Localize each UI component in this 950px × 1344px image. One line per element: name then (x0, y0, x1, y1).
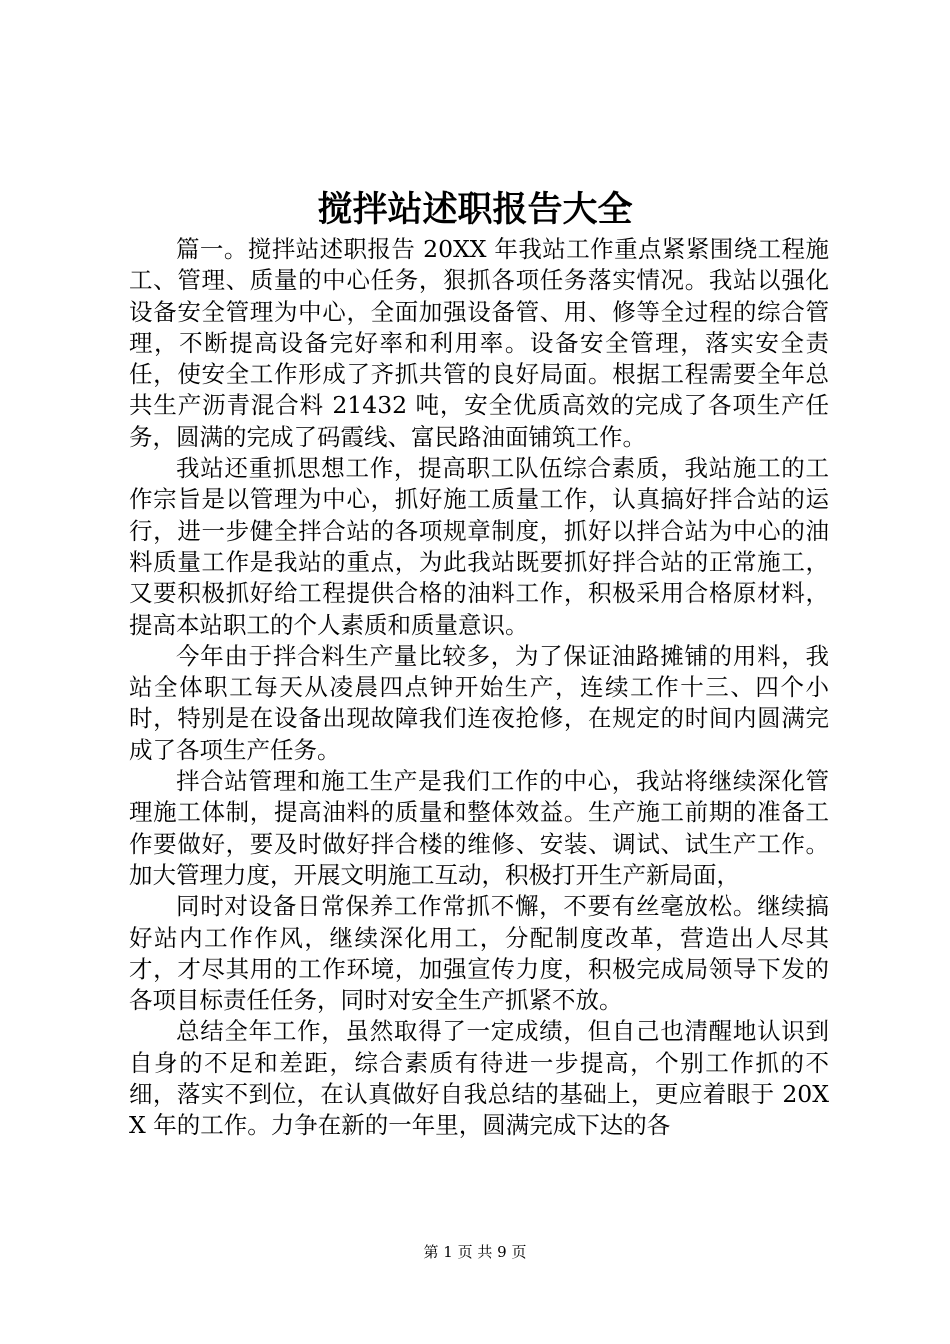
document-title: 搅拌站述职报告大全 (317, 189, 633, 230)
paragraph-3: 今年由于拌合料生产量比较多，为了保证油路摊铺的用料，我站全体职工每天从凌晨四点钟开始生产，连续工作十三、四个小时，特别是在设备出现故障我们连夜抢修，在规定的时间内圆满完成了各项生产任务。 (129, 641, 829, 764)
paragraph-1: 篇一。搅拌站述职报告 20XX 年我站工作重点紧紧围绕工程施工、管理、质量的中心任务，狠抓各项任务落实情况。我站以强化设备安全管理为中心，全面加强设备管、用、修等全过程的综合管理，不断提高设备完好率和利用率。设备安全管理，落实安全责任，使安全工作形成了齐抓共管的良好局面。根据工程需要全年总共生产沥青混合料 21432 吨，安全优质高效的完成了各项生产任务，圆满的完成了码霞线、富民路油面铺筑工作。 (129, 235, 829, 451)
document-body (129, 234, 829, 1142)
paragraph-2: 我站还重抓思想工作，提高职工队伍综合素质，我站施工的工作宗旨是以管理为中心，抓好施工质量工作，认真搞好拌合站的运行，进一步健全拌合站的各项规章制度，抓好以拌合站为中心的油料质量工作是我站的重点，为此我站既要抓好拌合站的正常施工，又要积极抓好给工程提供合格的油料工作，积极采用合格原材料，提高本站职工的个人素质和质量意识。 (129, 454, 829, 639)
paragraph-4: 拌合站管理和施工生产是我们工作的中心，我站将继续深化管理施工体制，提高油料的质量和整体效益。生产施工前期的准备工作要做好，要及时做好拌合楼的维修、安装、调试、试生产工作。加大管理力度，开展文明施工互动，积极打开生产新局面， (129, 767, 829, 889)
paragraph-6: 总结全年工作，虽然取得了一定成绩，但自己也清醒地认识到自身的不足和差距，综合素质有待进一步提高，个别工作抓的不细，落实不到位，在认真做好自我总结的基础上，更应着眼于 20XX 年的工作。力争在新的一年里，圆满完成下达的各 (129, 1017, 829, 1140)
paragraph-5: 同时对设备日常保养工作常抓不懈，不要有丝毫放松。继续搞好站内工作作风，继续深化用工，分配制度改革，营造出人尽其才，才尽其用的工作环境，加强宣传力度，积极完成局领导下发的各项目标责任任务，同时对安全生产抓紧不放。 (129, 892, 829, 1015)
page-footer: 第 1 页 共 9 页 (423, 1243, 527, 1261)
